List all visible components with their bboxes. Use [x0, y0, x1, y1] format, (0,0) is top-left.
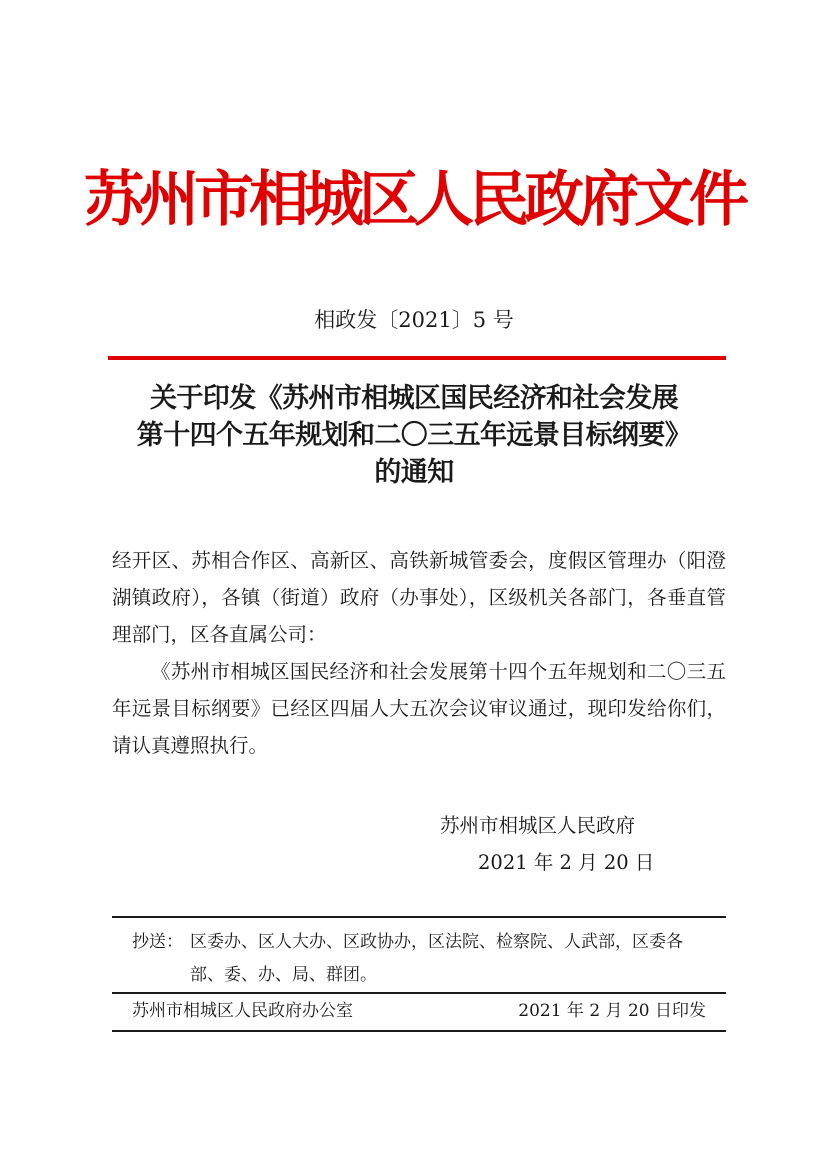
issue-date: 2021 年 2 月 20 日印发 — [518, 1001, 706, 1021]
issuer-office: 苏州市相城区人民政府办公室 — [132, 1001, 353, 1021]
notice-title-line-3: 的通知 — [374, 457, 454, 488]
notice-title-line-2: 第十四个五年规划和二〇三五年远景目标纲要》 — [136, 420, 692, 451]
footer-divider-top — [112, 916, 726, 918]
footer-divider-middle — [112, 992, 726, 994]
cc-recipients: 区委办、区人大办、区政协办，区法院、检察院、人武部，区委各部、委、办、局、群团。 — [190, 932, 683, 985]
notice-title-line-1: 关于印发《苏州市相城区国民经济和社会发展 — [150, 383, 678, 414]
cc-label: 抄送： — [132, 932, 183, 952]
signature-date: 2021 年 2 月 20 日 — [478, 851, 655, 874]
notice-title — [60, 380, 768, 491]
notice-body — [112, 542, 726, 764]
document-header-title: 苏州市相城区人民政府文件 — [84, 165, 744, 235]
signature-org: 苏州市相城区人民政府 — [440, 814, 636, 837]
header-divider-red — [108, 356, 726, 360]
recipients-paragraph: 经开区、苏相合作区、高新区、高铁新城管委会，度假区管理办（阳澄湖镇政府），各镇（街道）政府（办事处），区级机关各部门，各垂直管理部门，区各直属公司： — [112, 549, 726, 646]
footer-divider-bottom — [112, 1030, 726, 1032]
content-paragraph: 《苏州市相城区国民经济和社会发展第十四个五年规划和二〇三五年远景目标纲要》已经区四届人大五次会议审议通过，现印发给你们，请认真遵照执行。 — [112, 660, 726, 757]
document-number: 相政发〔2021〕5 号 — [314, 308, 514, 332]
